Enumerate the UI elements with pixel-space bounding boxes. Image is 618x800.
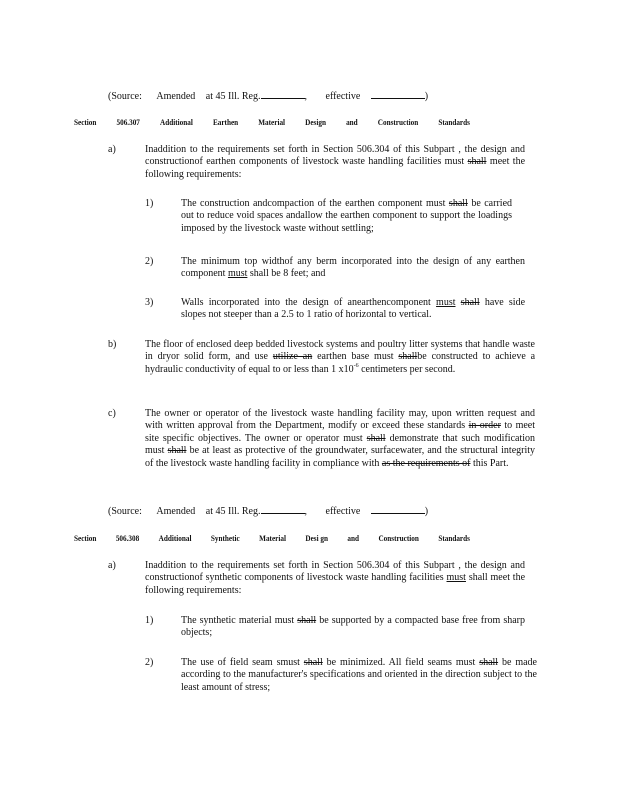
heading-word: Material	[259, 534, 286, 543]
deleted-text: shall	[167, 445, 187, 457]
heading-word: Desi gn	[305, 534, 328, 543]
subsection-a-text	[145, 560, 525, 597]
text: compaction of the earthen component	[267, 198, 423, 209]
item-label: 2)	[145, 256, 154, 267]
item-3-text	[181, 297, 525, 322]
effective-blank	[371, 505, 425, 514]
deleted-text: shall	[398, 351, 418, 363]
item-2-text	[181, 256, 525, 281]
deleted-text: shall	[479, 657, 499, 668]
subsection-label: a)	[108, 560, 116, 571]
text: be minimized. All field seams must	[326, 657, 476, 668]
amended-label: Amended	[156, 506, 196, 517]
subsection-a-text	[145, 144, 525, 181]
text: The use of field seam s	[181, 657, 281, 668]
register-ref: at 45 Ill. Reg.	[205, 506, 261, 517]
text: or solid form, and use	[171, 351, 268, 363]
text: be supported by a compacted base free from sharp objects;	[181, 615, 525, 639]
superscript: -6	[353, 362, 359, 369]
deleted-text: shall	[366, 432, 386, 444]
text: be carried out to reduce void spaces and	[181, 198, 513, 222]
text: shall meet the following requirements:	[145, 572, 526, 596]
text: In	[145, 560, 154, 571]
source-close: )	[424, 91, 429, 102]
item-label: 3)	[145, 297, 154, 308]
inserted-text: must	[446, 572, 466, 584]
section-heading-506-308	[74, 534, 470, 544]
heading-word: Additional	[158, 534, 192, 543]
amended-label: Amended	[156, 91, 196, 102]
text: this Part.	[472, 457, 509, 469]
heading-word: Standards	[438, 118, 470, 127]
source-close: )	[424, 506, 429, 517]
deleted-text: shall	[467, 156, 487, 168]
source-note: (Source: Amended at 45 Ill. Reg. , effective )	[108, 91, 429, 102]
heading-word: Design	[305, 118, 326, 127]
heading-word: Section	[74, 534, 97, 543]
effective-label: effective	[325, 91, 361, 102]
text: The owner or operator of the livestock waste handling facility may, upon written request and with written approval from the Department, modify or exceed these standards	[145, 408, 535, 432]
text: must	[425, 198, 446, 209]
heading-word: Standards	[438, 534, 470, 543]
deleted-text: as the requirements of	[381, 457, 471, 469]
deleted-text: utilize an	[272, 351, 313, 363]
text: be made according to the manufacturer's specifications and oriented in the direction subject to the least amount of stress;	[181, 657, 537, 693]
text: allow the earthen component to support the loadings imposed by the livestock waste without settling;	[181, 210, 512, 234]
text: demonstrate that such modification must	[145, 432, 536, 457]
text: of earthen components of livestock waste handling facilities must	[194, 156, 465, 168]
subsection-label: b)	[108, 339, 117, 350]
register-blank	[261, 505, 305, 514]
effective-blank	[371, 90, 425, 99]
subsection-label: a)	[108, 144, 116, 155]
text: Walls incorporated into the design of an	[181, 297, 357, 308]
text: of synthetic components of livestock waste handling facilities	[194, 572, 444, 584]
text: be constructed to achieve a hydraulic conductivity of equal to or less than 1 x10	[145, 351, 536, 375]
heading-word: Earthen	[212, 118, 239, 127]
item-label: 1)	[145, 615, 154, 626]
register-ref: at 45 Ill. Reg.	[205, 91, 261, 102]
item-label: 1)	[145, 198, 154, 209]
deleted-text: shall	[297, 615, 317, 626]
text: have side slopes not steeper than a 2.5 to 1 ratio of horizontal to vertical.	[181, 297, 526, 321]
text: The construction and	[181, 198, 268, 209]
text: to meet site specific objectives. The owner or operator must	[145, 420, 536, 444]
heading-word: Synthetic	[210, 534, 240, 543]
source-note: (Source: Amended at 45 Ill. Reg. , effective )	[108, 506, 429, 517]
item-1-text	[181, 198, 512, 235]
text: The minimum top width	[181, 256, 285, 267]
deleted-text: shall	[460, 297, 480, 308]
text: of any berm incorporated into the design of any earthen component	[181, 256, 525, 280]
heading-word: and	[346, 118, 358, 127]
item-2-text	[181, 657, 537, 694]
text: addition to the requirements set forth in Section 506.304 of this Subpart , the design and construction	[145, 560, 525, 584]
text: The synthetic material must	[181, 615, 295, 626]
text: In	[145, 144, 154, 155]
deleted-text: shall	[303, 657, 323, 668]
text: centimeters per second.	[361, 363, 456, 375]
subsection-c-text	[145, 408, 535, 470]
deleted-text: in order	[468, 420, 501, 432]
text: addition to the requirements set forth in Section 506.304 of this Subpart , the design and construction	[145, 144, 525, 168]
text: shall be 8 feet; and	[249, 268, 326, 280]
inserted-text: must	[436, 297, 456, 308]
heading-word: Construction	[378, 534, 419, 543]
effective-label: effective	[325, 506, 361, 517]
subsection-b-text	[145, 339, 535, 376]
heading-word: 506.307	[116, 118, 140, 127]
text: earthen	[356, 297, 387, 308]
text: water, and the structural integrity of the livestock waste handling facility in compliance with	[145, 445, 536, 469]
text: The floor of enclosed deep bedded livestock systems and poultry litter systems that handle waste in dry	[145, 339, 535, 363]
heading-word: 506.308	[115, 534, 140, 543]
heading-word: Section	[74, 118, 97, 127]
heading-word: Construction	[377, 118, 419, 127]
deleted-text: shall	[448, 198, 468, 209]
register-blank	[261, 90, 305, 99]
text: component	[386, 297, 431, 308]
text: earthen base must	[317, 351, 394, 363]
item-1-text	[181, 615, 525, 640]
heading-word: Material	[258, 118, 286, 127]
text: be at least as protective of the groundwater, surface	[189, 445, 400, 457]
heading-word: Additional	[160, 118, 193, 127]
text: meet the following requirements:	[145, 156, 526, 180]
section-heading-506-307	[74, 118, 470, 128]
source-label: (Source:	[108, 91, 142, 102]
inserted-text: must	[227, 268, 248, 280]
text: must	[280, 657, 300, 668]
item-label: 2)	[145, 657, 154, 668]
subsection-label: c)	[108, 408, 116, 419]
source-label: (Source:	[108, 506, 142, 517]
heading-word: and	[347, 534, 360, 543]
